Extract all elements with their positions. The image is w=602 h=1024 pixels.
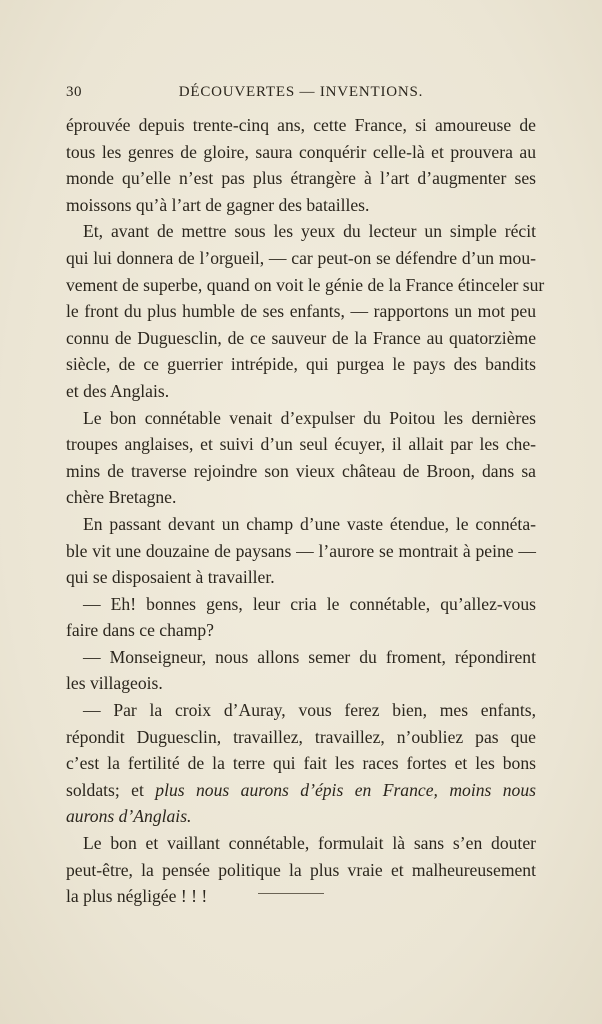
running-head: DÉCOUVERTES — INVENTIONS. bbox=[178, 84, 424, 100]
text-line: ble vit une douzaine de paysans — l’aurore se montrait à peine — bbox=[66, 540, 536, 561]
text-run: soldats; et bbox=[66, 779, 144, 800]
text-line: connu de Duguesclin, de ce sauveur de la France au quatorzième bbox=[66, 327, 536, 348]
paragraph-start-line: Le bon connétable venait d’expulser du Poitou les dernières bbox=[83, 407, 536, 428]
text-line: monde qu’elle n’est pas plus étrangère à l’art d’augmenter ses bbox=[66, 168, 536, 189]
text-line: le front du plus humble de ses enfants, — rapportons un mot peu bbox=[66, 301, 536, 322]
footer-rule bbox=[258, 893, 324, 894]
body-text bbox=[66, 112, 545, 910]
text-line: troupes anglaises, et suivi d’un seul écuyer, il allait par les che- bbox=[66, 434, 536, 455]
text-line: vement de superbe, quand on voit le génie de la France étinceler sur bbox=[66, 274, 545, 295]
paragraph-start-line: — Monseigneur, nous allons semer du froment, répondirent bbox=[83, 646, 536, 667]
text-line: éprouvée depuis trente-cinq ans, cette France, si amoureuse de bbox=[66, 115, 536, 135]
page-header bbox=[66, 84, 536, 106]
text-line: faire dans ce champ? bbox=[66, 620, 214, 641]
paragraph-start-line: Le bon et vaillant connétable, formulait là sans s’en douter bbox=[83, 833, 536, 854]
text-line: siècle, de ce guerrier intrépide, qui purgea le pays des bandits bbox=[66, 354, 536, 375]
text-line-mixed bbox=[66, 777, 536, 804]
text-line: peut-être, la pensée politique la plus vraie et malheureusement bbox=[66, 859, 536, 880]
paragraph-start-line: — Par la croix d’Auray, vous ferez bien, mes enfants, bbox=[83, 700, 536, 721]
italic-quote: plus nous aurons d’épis en France, moins nous bbox=[155, 779, 536, 800]
paragraph-start-line: — Eh! bonnes gens, leur cria le connétable, qu’allez-vous bbox=[83, 593, 536, 614]
text-line: mins de traverse rejoindre son vieux château de Broon, dans sa bbox=[66, 460, 536, 481]
text-line: la plus négligée ! ! ! bbox=[66, 886, 208, 907]
paragraph-start-line: Et, avant de mettre sous les yeux du lecteur un simple récit bbox=[83, 221, 536, 242]
text-line: répondit Duguesclin, travaillez, travaillez, n’oubliez pas que bbox=[66, 726, 536, 747]
text-line: qui se disposaient à travailler. bbox=[66, 567, 275, 588]
text-line: c’est la fertilité de la terre qui fait les races fortes et les bons bbox=[66, 753, 536, 774]
page-number: 30 bbox=[66, 84, 82, 100]
paragraph-start-line: En passant devant un champ d’une vaste étendue, le connéta- bbox=[83, 513, 536, 534]
italic-quote: aurons d’Anglais. bbox=[66, 806, 192, 827]
text-line: moissons qu’à l’art de gagner des batailles. bbox=[66, 194, 370, 215]
text-line: chère Bretagne. bbox=[66, 487, 177, 508]
text-line: et des Anglais. bbox=[66, 380, 170, 401]
text-line bbox=[66, 803, 536, 830]
text-line: tous les genres de gloire, saura conquérir celle-là et prouvera au bbox=[66, 141, 536, 162]
text-line: les villageois. bbox=[66, 673, 163, 694]
text-line: qui lui donnera de l’orgueil, — car peut-on se défendre d’un mou- bbox=[66, 247, 536, 268]
